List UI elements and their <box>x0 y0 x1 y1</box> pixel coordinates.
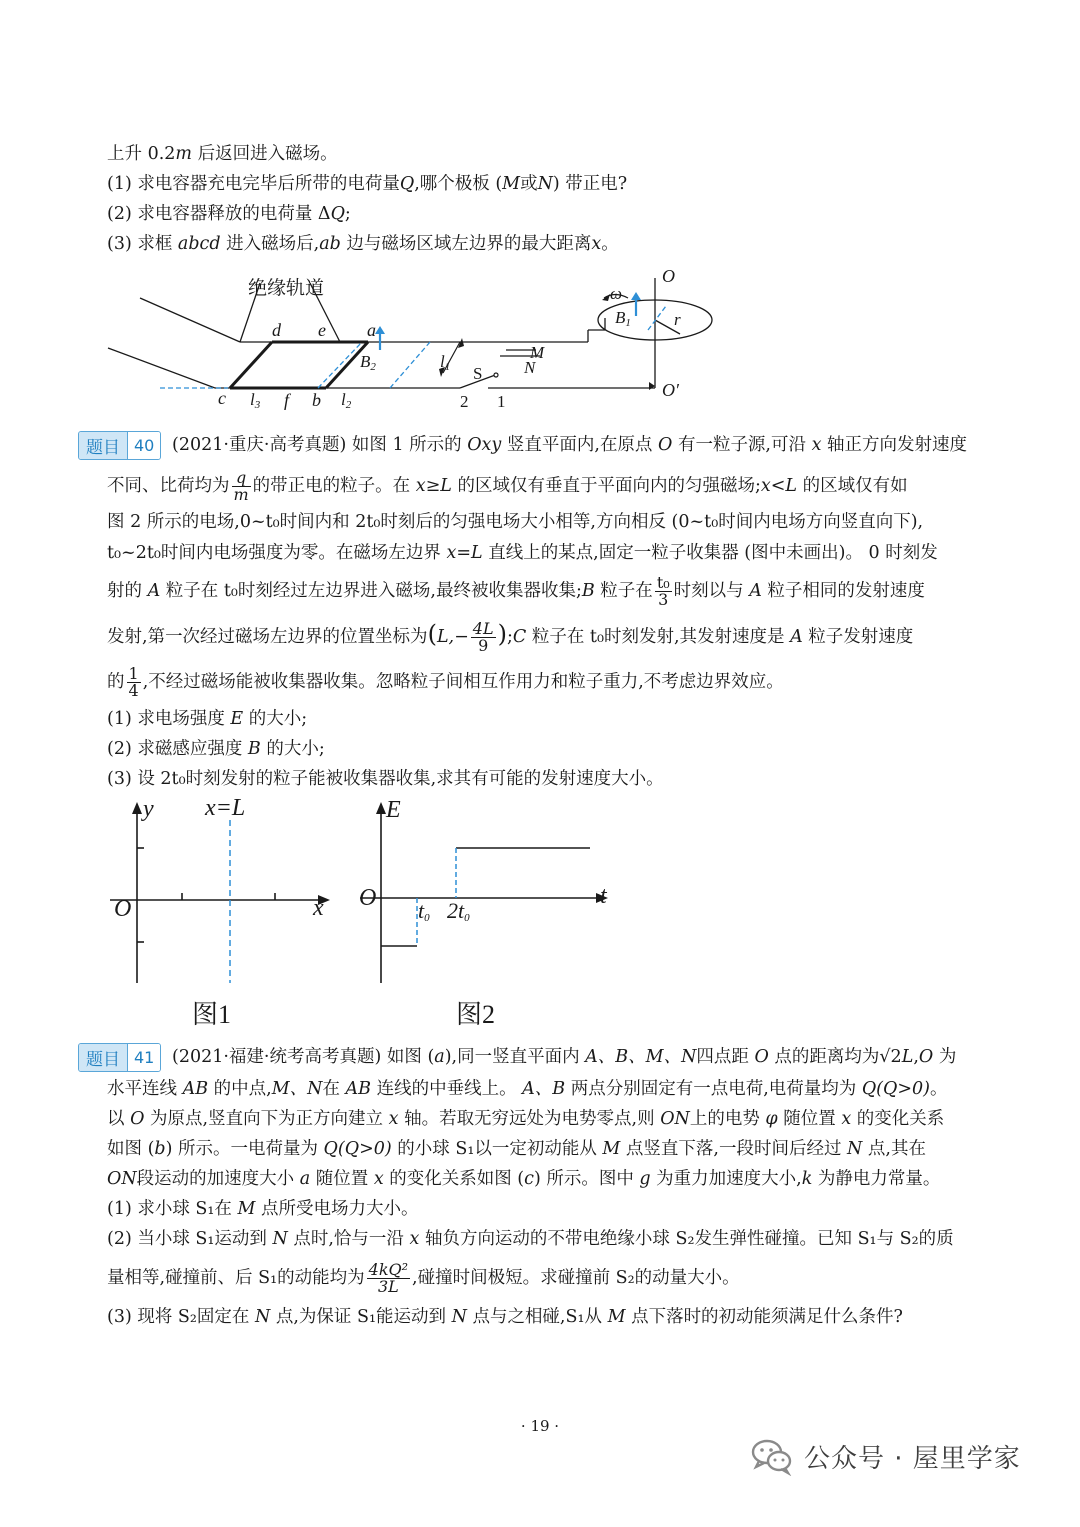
fig2-caption: 图2 <box>456 1000 496 1029</box>
intro-line-1: 上升 0.2m 后返回进入磁场。 <box>107 144 338 164</box>
label-d: d <box>272 320 281 340</box>
label-l1: $l_1$ <box>440 352 451 373</box>
label-a: a <box>367 320 376 340</box>
figure-2 <box>350 800 620 1000</box>
page-number: · 19 · <box>520 1417 560 1435</box>
label-f: f <box>284 390 290 410</box>
problem-41-tag: 题目 41 <box>78 1043 161 1072</box>
fig2-t0-label: $t_0$ <box>418 898 430 924</box>
intro-question-3: (3) 求框 abcd 进入磁场后,ab 边与磁场区域左边界的最大距离x。 <box>107 234 619 254</box>
label-O: O <box>662 266 675 286</box>
label-O-prime: O′ <box>662 380 679 400</box>
fig1-caption: 图1 <box>192 1000 232 1029</box>
label-B1: $B_1$ <box>615 308 631 329</box>
fig2-E-label: E <box>386 797 401 823</box>
track-diagram <box>100 258 740 418</box>
label-B2: $B_2$ <box>360 352 376 373</box>
p41-question-2a: (2) 当小球 S₁运动到 N 点时,恰与一沿 x 轴负方向运动的不带电绝缘小球 S₂发生弹性碰撞。已知 S₁与 S₂的质 <box>107 1229 954 1249</box>
fig1-y-label: y <box>143 796 154 822</box>
p40-line-7: 的 $\frac{1}{4}$ ,不经过磁场能被收集器收集。忽略粒子间相互作用力和粒子重力,不考虑边界效应。 <box>107 664 784 700</box>
label-b: b <box>312 390 321 410</box>
intro-question-2: (2) 求电容器释放的电荷量 ΔQ; <box>107 204 351 224</box>
p40-line-6: 发射,第一次经过磁场左边界的位置坐标为(L,− $\frac{4L}{9}$ );C 粒子在 t₀时刻发射,其发射速度是 A 粒子发射速度 <box>107 619 914 655</box>
fig2-t-label: t <box>600 883 607 909</box>
label-l2: $l_2$ <box>341 390 352 411</box>
fig1-x-label: x <box>313 895 324 921</box>
intro-question-1: (1) 求电容器充电完毕后所带的电荷量Q,哪个极板 (M或N) 带正电? <box>107 174 628 194</box>
problem-40-tag: 题目 40 <box>78 431 161 460</box>
fig2-origin-label: O <box>359 885 377 911</box>
fig2-2t0-label: $2t_0$ <box>447 898 470 924</box>
p40-question-2: (2) 求磁感应强度 B 的大小; <box>107 739 325 759</box>
label-switch-1: 1 <box>497 392 506 411</box>
p40-line-4: t₀~2t₀时间内电场强度为零。在磁场左边界 x=L 直线上的某点,固定一粒子收集器 (图中未画出)。 0 时刻发 <box>107 543 938 563</box>
label-switch-S: S <box>473 364 483 383</box>
p41-line-2: 水平连线 AB 的中点,M、N在 AB 连线的中垂线上。 A、B 两点分别固定有一点电荷,电荷量均为 Q(Q>0)。 <box>107 1079 948 1099</box>
p40-line-5: 射的 A 粒子在 t₀时刻经过左边界进入磁场,最终被收集器收集;B 粒子在 $\frac{\text{t₀}}{3}$ 时刻以与 A 粒子相同的发射速度 <box>107 573 925 609</box>
p41-question-2b: 量相等,碰撞前、后 S₁的动能均为 $\frac{\text{4kQ²}}{3L}$ ,碰撞时间极短。求碰撞前 S₂的动量大小。 <box>107 1260 740 1296</box>
wechat-icon <box>750 1436 794 1476</box>
p40-line-2: 不同、比荷均为 $\frac{q}{m}$ 的带正电的粒子。在 x≥L 的区域仅有垂直于平面向内的匀强磁场;x<L 的区域仅有如 <box>107 468 908 504</box>
track-label: 绝缘轨道 <box>248 277 325 299</box>
watermark <box>750 1431 1021 1481</box>
label-omega: ω <box>610 284 623 303</box>
label-c: c <box>218 388 226 408</box>
figure-1 <box>100 800 340 1000</box>
label-M: M <box>530 343 545 362</box>
label-switch-2: 2 <box>460 392 469 411</box>
label-r: r <box>674 310 681 329</box>
p41-line-5: ON段运动的加速度大小 a 随位置 x 的变化关系如图 (c) 所示。图中 g 为重力加速度大小,k 为静电力常量。 <box>107 1169 941 1189</box>
p41-line-3: 以 O 为原点,竖直向下为正方向建立 x 轴。若取无穷远处为电势零点,则 ON上的电势 φ 随位置 x 的变化关系 <box>107 1109 945 1129</box>
label-e: e <box>318 320 326 340</box>
p40-line-1: (2021·重庆·高考真题) 如图 1 所示的 Oxy 竖直平面内,在原点 O 有一粒子源,可沿 x 轴正方向发射速度 <box>172 435 968 455</box>
label-l3: $l_3$ <box>250 390 261 411</box>
p41-question-3: (3) 现将 S₂固定在 N 点,为保证 S₁能运动到 N 点与之相碰,S₁从 M 点下落时的初动能须满足什么条件? <box>107 1307 903 1327</box>
watermark-text: 公众号 · 屋里学家 <box>804 1443 1021 1474</box>
p41-question-1: (1) 求小球 S₁在 M 点所受电场力大小。 <box>107 1199 419 1219</box>
p40-question-3: (3) 设 2t₀时刻发射的粒子能被收集器收集,求其有可能的发射速度大小。 <box>107 769 664 789</box>
p41-line-4: 如图 (b) 所示。一电荷量为 Q(Q>0) 的小球 S₁以一定初动能从 M 点竖直下落,一段时间后经过 N 点,其在 <box>107 1139 926 1159</box>
p40-line-3: 图 2 所示的电场,0~t₀时间内和 2t₀时刻后的匀强电场大小相等,方向相反 (0~t₀时间内电场方向竖直向下), <box>107 512 924 532</box>
fig1-xL-label: x=L <box>205 795 246 821</box>
p40-question-1: (1) 求电场强度 E 的大小; <box>107 709 308 729</box>
label-N: N <box>524 358 536 377</box>
fig1-origin-label: O <box>114 896 132 922</box>
p41-line-1: (2021·福建·统考高考真题) 如图 (a),同一竖直平面内 A、B、M、N四点距 O 点的距离均为√2L,O 为 <box>172 1047 957 1067</box>
